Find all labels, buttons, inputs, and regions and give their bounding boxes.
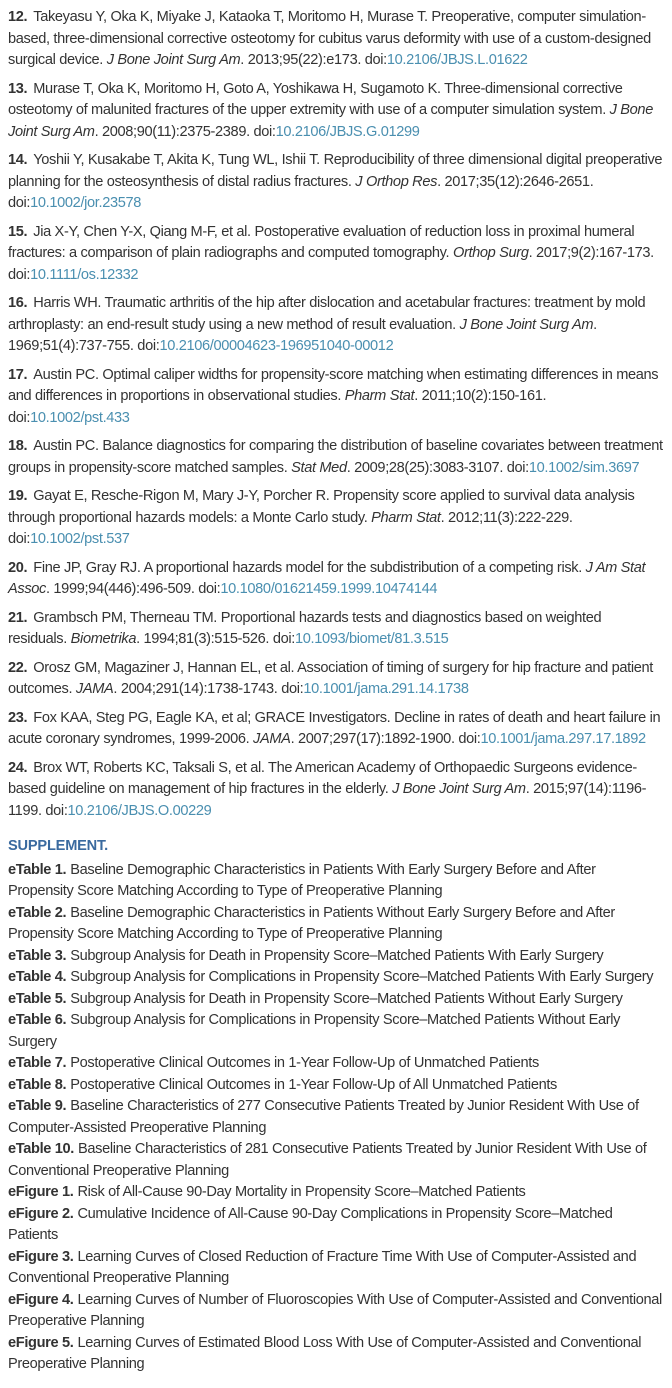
supplement-item — [8, 967, 663, 989]
reference-citation-details: . 1969;51(4):737-755. doi: — [8, 316, 597, 354]
journal-name: J Bone Joint Surg Am — [8, 102, 653, 140]
reference-item — [8, 293, 663, 358]
supplement-item — [8, 860, 663, 903]
supplement-item — [8, 1096, 663, 1139]
supplement-item-label: eTable 2. — [8, 904, 67, 921]
journal-name: J Bone Joint Surg Am — [392, 781, 526, 797]
reference-authors-title: Harris WH. Traumatic arthritis of the hip after dislocation and acetabular fractures: treatment by mold arthroplasty: an end-result study using a new method of result evaluation. — [8, 295, 646, 333]
journal-name: J Am Stat Assoc — [8, 559, 646, 597]
reference-number: 15. — [8, 223, 28, 240]
reference-citation-details: . 1994;81(3):515-526. doi: — [136, 631, 295, 647]
reference-number: 24. — [8, 759, 28, 776]
reference-authors-title: Jia X-Y, Chen Y-X, Qiang M-F, et al. Postoperative evaluation of reduction loss in proximal humeral fractures: a comparison of plain radiographs and computed tomography. — [8, 223, 635, 261]
supplement-item — [8, 903, 663, 946]
supplement-item-title: Baseline Demographic Characteristics in Patients Without Early Surgery Before and After Propensity Score Matching According to Type of Preoperative Planning — [8, 904, 615, 942]
reference-number: 22. — [8, 659, 28, 676]
supplement-list — [8, 860, 663, 1376]
supplement-item-title: Learning Curves of Number of Fluoroscopies With Use of Computer-Assisted and Conventional Preoperative Planning — [8, 1291, 662, 1329]
supplement-item-title: Baseline Characteristics of 277 Consecutive Patients Treated by Junior Resident With Use of Computer-Assisted Preoperative Planning — [8, 1098, 639, 1136]
doi-link[interactable]: 10.2106/JBJS.L.01622 — [386, 52, 528, 68]
supplement-item-title: Baseline Characteristics of 281 Consecutive Patients Treated by Junior Resident With Use of Conventional Preoperative Planning — [8, 1141, 647, 1179]
reference-item — [8, 222, 663, 287]
reference-citation-details: . 2015;97(14):1196-1199. doi: — [8, 781, 647, 819]
reference-number: 19. — [8, 488, 28, 504]
doi-link[interactable]: 10.2106/JBJS.G.01299 — [275, 123, 420, 140]
doi-link[interactable]: 10.1001/jama.297.17.1892 — [480, 731, 646, 747]
reference-citation-details: . 2017;35(12):2646-2651. doi: — [8, 173, 594, 211]
supplement-item-title: Subgroup Analysis for Complications in Propensity Score–Matched Patients With Early Surgery — [70, 969, 654, 985]
reference-citation-details: . 2009;28(25):3083-3107. doi: — [346, 459, 529, 476]
reference-number: 13. — [8, 80, 28, 97]
doi-link[interactable]: 10.1002/jor.23578 — [30, 195, 142, 211]
doi-link[interactable]: 10.2106/00004623-196951040-00012 — [159, 338, 394, 354]
reference-citation-details: . 2012;11(3):222-229. doi: — [8, 509, 573, 547]
reference-item — [8, 608, 663, 651]
supplement-item — [8, 989, 663, 1011]
supplement-item-label: eTable 10. — [8, 1141, 74, 1157]
journal-name: J Orthop Res — [355, 173, 438, 190]
reference-list — [8, 7, 663, 822]
reference-number: 14. — [8, 152, 28, 168]
supplement-item-title: Postoperative Clinical Outcomes in 1-Year Follow-Up of Unmatched Patients — [70, 1055, 539, 1071]
journal-name: Stat Med — [291, 459, 347, 476]
doi-link[interactable]: 10.1093/biomet/81.3.515 — [294, 631, 449, 647]
reference-citation-details: . 2008;90(11):2375-2389. doi: — [94, 123, 276, 140]
doi-link[interactable]: 10.1080/01621459.1999.10474144 — [220, 581, 438, 597]
reference-citation-details: . 1999;94(446):496-509. doi: — [46, 581, 221, 597]
reference-number: 12. — [8, 9, 28, 25]
supplement-item — [8, 1333, 663, 1376]
supplement-section — [8, 836, 663, 1376]
reference-item — [8, 658, 663, 701]
supplement-item — [8, 1182, 663, 1204]
reference-authors-title: Takeyasu Y, Oka K, Miyake J, Kataoka T, Moritomo H, Murase T. Preoperative, computer simulation-based, three-dimensional corrective osteotomy for cubitus varus deformity with use of a custom-designed surgical device. — [8, 9, 651, 68]
journal-name: J Bone Joint Surg Am — [106, 52, 241, 68]
supplement-item-label: eFigure 5. — [8, 1334, 74, 1351]
reference-authors-title: Gayat E, Resche-Rigon M, Mary J-Y, Porcher R. Propensity score applied to survival data analysis through proportional hazards models: a Monte Carlo study. — [8, 488, 635, 526]
doi-link[interactable]: 10.1002/pst.537 — [30, 531, 130, 547]
reference-authors-title: Orosz GM, Magaziner J, Hannan EL, et al. Association of timing of surgery for hip fracture and patient outcomes. — [8, 659, 653, 697]
reference-number: 16. — [8, 295, 28, 311]
supplement-item — [8, 1247, 663, 1290]
supplement-item-title: Cumulative Incidence of All-Cause 90-Day Complications in Propensity Score–Matched Patients — [8, 1205, 613, 1243]
journal-name: Biometrika — [70, 631, 137, 647]
supplement-item — [8, 1010, 663, 1053]
supplement-item-label: eTable 3. — [8, 947, 67, 964]
supplement-item-title: Subgroup Analysis for Death in Propensity Score–Matched Patients Without Early Surgery — [70, 990, 623, 1007]
supplement-item-title: Subgroup Analysis for Death in Propensity Score–Matched Patients With Early Surgery — [70, 947, 604, 964]
supplement-item — [8, 1053, 663, 1075]
reference-item — [8, 436, 663, 479]
supplement-item-label: eFigure 1. — [8, 1184, 74, 1200]
supplement-item-label: eTable 7. — [8, 1055, 67, 1071]
journal-name: J Bone Joint Surg Am — [459, 316, 594, 333]
reference-authors-title: Murase T, Oka K, Moritomo H, Goto A, Yoshikawa H, Sugamoto K. Three-dimensional corrective osteotomy of malunited fractures of the upper extremity with use of a computer simulation system. — [8, 80, 623, 118]
supplement-item-title: Learning Curves of Closed Reduction of Fracture Time With Use of Computer-Assisted and Conventional Preoperative Planning — [8, 1248, 637, 1286]
supplement-item-label: eTable 6. — [8, 1012, 67, 1028]
doi-link[interactable]: 10.1001/jama.291.14.1738 — [303, 681, 469, 697]
journal-name: Pharm Stat — [371, 509, 441, 526]
reference-number: 21. — [8, 609, 28, 626]
reference-authors-title: Grambsch PM, Therneau TM. Proportional hazards tests and diagnostics based on weighted residuals. — [8, 609, 602, 647]
reference-number: 23. — [8, 709, 28, 726]
supplement-heading: SUPPLEMENT. — [8, 838, 108, 854]
supplement-item-label: eTable 5. — [8, 990, 67, 1007]
supplement-item-label: eTable 9. — [8, 1098, 67, 1114]
reference-item — [8, 558, 663, 601]
supplement-item — [8, 1075, 663, 1097]
journal-name: JAMA — [253, 731, 291, 747]
supplement-item — [8, 946, 663, 968]
supplement-item-label: eTable 4. — [8, 969, 67, 985]
reference-authors-title: Yoshii Y, Kusakabe T, Akita K, Tung WL, Ishii T. Reproducibility of three dimensional digital preoperative planning for the osteosynthesis of distal radius fractures. — [8, 152, 663, 190]
supplement-item-label: eFigure 2. — [8, 1205, 74, 1222]
journal-name: Pharm Stat — [344, 388, 415, 404]
reference-citation-details: . 2013;95(22):e173. doi: — [240, 52, 387, 68]
supplement-item — [8, 1139, 663, 1182]
supplement-item-title: Baseline Demographic Characteristics in Patients With Early Surgery Before and After Propensity Score Matching According to Type of Preoperative Planning — [8, 861, 596, 899]
reference-item — [8, 150, 663, 215]
reference-number: 17. — [8, 366, 28, 383]
reference-item — [8, 486, 663, 551]
doi-link[interactable]: 10.1002/pst.433 — [30, 409, 130, 426]
supplement-item-title: Subgroup Analysis for Complications in Propensity Score–Matched Patients Without Early Surgery — [8, 1012, 621, 1050]
reference-item — [8, 708, 663, 751]
journal-name: JAMA — [75, 681, 114, 697]
reference-number: 18. — [8, 438, 28, 454]
supplement-item — [8, 1290, 663, 1333]
reference-authors-title: Fine JP, Gray RJ. A proportional hazards model for the subdistribution of a competing risk. — [33, 559, 586, 576]
supplement-item-label: eFigure 4. — [8, 1291, 74, 1308]
supplement-item-label: eTable 1. — [8, 861, 67, 878]
reference-authors-title: Austin PC. Optimal caliper widths for propensity-score matching when estimating differences in means and differences in proportions in observational studies. — [8, 366, 659, 404]
supplement-item-title: Risk of All-Cause 90-Day Mortality in Propensity Score–Matched Patients — [77, 1184, 526, 1200]
reference-item — [8, 365, 663, 430]
supplement-item — [8, 1204, 663, 1247]
reference-authors-title: Brox WT, Roberts KC, Taksali S, et al. The American Academy of Orthopaedic Surgeons evidence-based guideline on management of hip fractures in the elderly. — [8, 759, 637, 797]
reference-authors-title: Fox KAA, Steg PG, Eagle KA, et al; GRACE Investigators. Decline in rates of death and heart failure in acute coronary syndromes, 1999-2006. — [8, 709, 661, 747]
reference-item — [8, 79, 663, 144]
doi-link[interactable]: 10.2106/JBJS.O.00229 — [67, 802, 212, 819]
doi-link[interactable]: 10.1002/sim.3697 — [528, 459, 640, 476]
reference-authors-title: Austin PC. Balance diagnostics for comparing the distribution of baseline covariates between treatment groups in propensity-score matched samples. — [8, 438, 663, 476]
supplement-item-label: eTable 8. — [8, 1076, 67, 1093]
reference-citation-details: . 2017;9(2):167-173. doi: — [8, 245, 654, 283]
supplement-item-label: eFigure 3. — [8, 1248, 74, 1265]
doi-link[interactable]: 10.1111/os.12332 — [30, 266, 139, 283]
reference-citation-details: . 2004;291(14):1738-1743. doi: — [113, 681, 304, 697]
supplement-item-title: Postoperative Clinical Outcomes in 1-Year Follow-Up of All Unmatched Patients — [70, 1076, 558, 1093]
reference-number: 20. — [8, 559, 28, 576]
reference-item — [8, 758, 663, 823]
journal-name: Orthop Surg — [452, 245, 529, 261]
reference-citation-details: . 2011;10(2):150-161. doi: — [8, 388, 547, 426]
reference-item — [8, 7, 663, 72]
reference-citation-details: . 2007;297(17):1892-1900. doi: — [290, 731, 481, 747]
supplement-item-title: Learning Curves of Estimated Blood Loss With Use of Computer-Assisted and Conventional Preoperative Planning — [8, 1334, 642, 1372]
